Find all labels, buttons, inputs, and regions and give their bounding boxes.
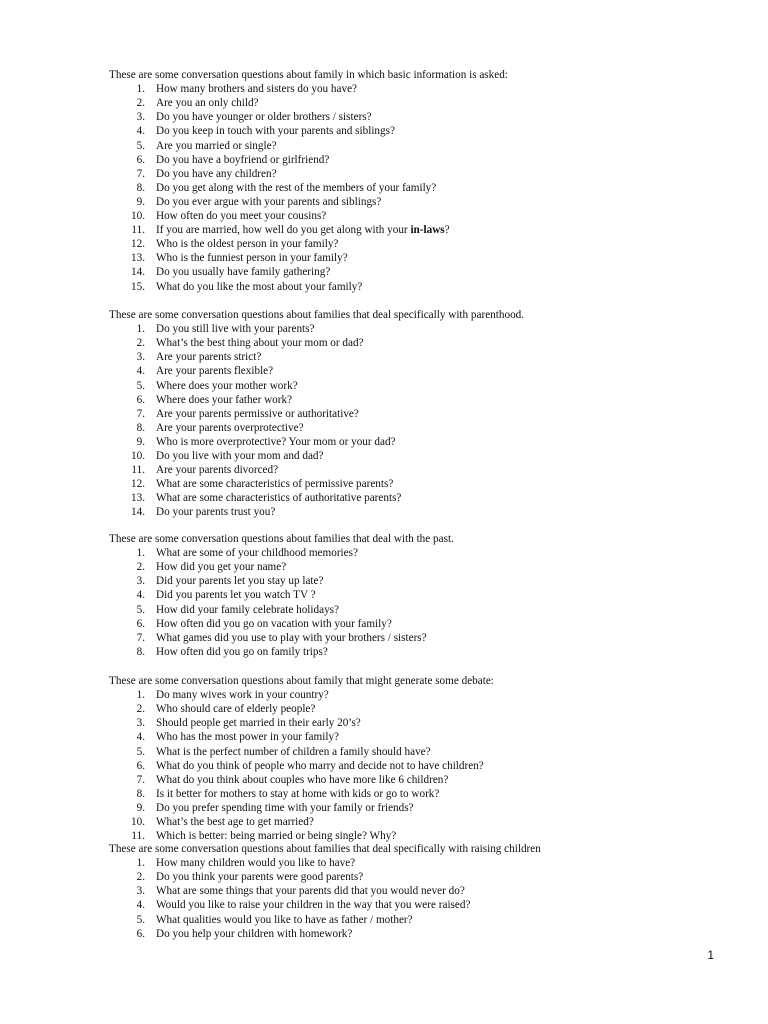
question-text-part: If you are married, how well do you get along with your — [156, 224, 411, 237]
question-item — [0, 393, 700, 407]
question-text: What games did you use to play with your brothers / sisters? — [156, 631, 427, 644]
question-number: 13. — [131, 492, 145, 505]
question-number: 2. — [136, 871, 145, 884]
question-text: Are your parents permissive or authoritative? — [156, 407, 359, 420]
question-item — [0, 617, 700, 631]
question-text-emphasis: in-laws — [410, 224, 445, 237]
question-text: What are some things that your parents did that you would never do? — [156, 885, 465, 898]
question-number: 3. — [136, 717, 145, 730]
question-item — [0, 463, 700, 477]
question-item — [0, 364, 700, 378]
question-number: 11. — [131, 224, 145, 237]
question-text: Do you live with your mom and dad? — [156, 450, 324, 462]
question-text: How did your family celebrate holidays? — [156, 603, 339, 616]
question-text: How often did you go on family trips? — [156, 645, 328, 658]
question-number: 3. — [136, 885, 145, 898]
question-item — [0, 801, 700, 815]
question-number: 8. — [136, 787, 145, 800]
question-item — [0, 913, 700, 927]
section-intro: These are some conversation questions about family that might generate some debate: — [109, 675, 494, 687]
question-number: 13. — [131, 252, 145, 265]
question-number: 5. — [136, 913, 145, 926]
question-number: 6. — [136, 153, 145, 166]
question-item — [0, 688, 700, 702]
question-item — [0, 322, 700, 336]
question-text: Would you like to raise your children in the way that you were raised? — [156, 899, 471, 912]
question-text: Do you keep in touch with your parents and siblings? — [156, 125, 395, 138]
question-number: 12. — [131, 238, 145, 251]
question-number: 12. — [131, 478, 145, 491]
question-item — [0, 421, 700, 435]
question-item — [0, 927, 700, 941]
question-text: Who is the funniest person in your family? — [156, 252, 348, 265]
question-text: Who should care of elderly people? — [156, 703, 316, 716]
question-text: Where does your father work? — [156, 393, 293, 406]
question-text: How many brothers and sisters do you have? — [156, 83, 358, 96]
question-number: 4. — [136, 899, 145, 912]
question-item — [0, 546, 700, 560]
question-text: Do you ever argue with your parents and siblings? — [156, 195, 382, 208]
question-item — [0, 153, 700, 167]
question-text: Do you prefer spending time with your family or friends? — [156, 801, 414, 814]
question-item — [0, 773, 700, 787]
question-text: What’s the best thing about your mom or dad? — [156, 337, 364, 350]
question-text: How often do you meet your cousins? — [156, 210, 327, 222]
question-text: Did your parents let you stay up late? — [156, 575, 324, 588]
question-item — [0, 223, 700, 237]
question-number: 4. — [136, 731, 145, 744]
question-number: 1. — [136, 83, 145, 96]
question-number: 11. — [131, 830, 145, 843]
question-item — [0, 477, 700, 491]
question-number: 6. — [136, 927, 145, 940]
question-item — [0, 884, 700, 898]
section-intro: These are some conversation questions about families that deal with the past. — [109, 533, 454, 545]
question-item — [0, 702, 700, 716]
question-number: 10. — [131, 816, 145, 828]
question-number: 2. — [136, 337, 145, 350]
question-text: Are your parents strict? — [156, 351, 262, 364]
question-item — [0, 336, 700, 350]
question-item — [0, 350, 700, 364]
question-item — [0, 759, 700, 773]
question-number: 1. — [136, 323, 145, 336]
section-intro: These are some conversation questions about families that deal specifically with raising children — [109, 843, 541, 855]
question-item — [0, 574, 700, 588]
question-item — [0, 407, 700, 421]
question-number: 2. — [136, 561, 145, 574]
question-number: 6. — [136, 617, 145, 630]
question-number: 2. — [136, 97, 145, 110]
question-number: 9. — [136, 435, 145, 448]
question-text: Do you usually have family gathering? — [156, 266, 331, 279]
question-text: Do your parents trust you? — [156, 506, 276, 519]
question-number: 5. — [136, 379, 145, 392]
question-item — [0, 110, 700, 124]
question-item — [0, 209, 700, 223]
question-number: 7. — [136, 773, 145, 786]
question-item — [0, 139, 700, 153]
question-number: 4. — [136, 589, 145, 602]
question-number: 7. — [136, 167, 145, 180]
question-text: Who is the oldest person in your family? — [156, 238, 339, 251]
question-item — [0, 181, 700, 195]
question-text — [156, 223, 450, 237]
question-item — [0, 167, 700, 181]
question-number: 4. — [136, 125, 145, 138]
question-text: Are you an only child? — [156, 97, 259, 110]
question-text: What are some characteristics of authoritative parents? — [156, 492, 402, 505]
question-item — [0, 124, 700, 138]
question-text: What are some of your childhood memories? — [156, 547, 358, 560]
question-number: 15. — [131, 280, 145, 293]
question-text: What are some characteristics of permissive parents? — [156, 478, 394, 491]
question-text: Do you think your parents were good parents? — [156, 871, 364, 884]
question-number: 5. — [136, 139, 145, 152]
question-text: What qualities would you like to have as father / mother? — [156, 913, 413, 926]
question-number: 6. — [136, 393, 145, 406]
question-text: Which is better: being married or being single? Why? — [156, 830, 397, 843]
question-item — [0, 815, 700, 829]
question-item — [0, 716, 700, 730]
question-number: 8. — [136, 421, 145, 434]
question-number: 1. — [136, 857, 145, 870]
question-number: 7. — [136, 407, 145, 420]
question-text: What do you like the most about your family? — [156, 280, 363, 293]
question-number: 8. — [136, 181, 145, 194]
question-text: Do you get along with the rest of the members of your family? — [156, 181, 437, 194]
question-text: What’s the best age to get married? — [156, 816, 314, 828]
question-number: 7. — [136, 631, 145, 644]
question-item — [0, 195, 700, 209]
question-item — [0, 588, 700, 602]
question-text-part: ? — [444, 224, 450, 237]
question-item — [0, 491, 700, 505]
question-item — [0, 435, 700, 449]
question-text: Who has the most power in your family? — [156, 731, 339, 744]
question-text: How did you get your name? — [156, 561, 287, 574]
question-text: Are your parents overprotective? — [156, 421, 304, 434]
question-text: How many children would you like to have? — [156, 857, 356, 870]
question-number: 3. — [136, 575, 145, 588]
question-number: 5. — [136, 745, 145, 758]
question-item — [0, 280, 700, 294]
question-item — [0, 745, 700, 759]
question-item — [0, 237, 700, 251]
question-item — [0, 82, 700, 96]
question-item — [0, 631, 700, 645]
question-number: 9. — [136, 801, 145, 814]
question-number: 6. — [136, 759, 145, 772]
question-text: Where does your mother work? — [156, 379, 298, 392]
question-number: 14. — [131, 506, 145, 519]
question-number: 1. — [136, 547, 145, 560]
question-text: What do you think of people who marry and decide not to have children? — [156, 759, 484, 772]
question-item — [0, 645, 700, 659]
question-number: 8. — [136, 645, 145, 658]
question-text: Is it better for mothers to stay at home with kids or go to work? — [156, 787, 440, 800]
question-item — [0, 265, 700, 279]
question-number: 11. — [131, 464, 145, 477]
question-item — [0, 856, 700, 870]
question-item — [0, 449, 700, 463]
question-text: How often did you go on vacation with your family? — [156, 617, 392, 630]
question-item — [0, 898, 700, 912]
question-item — [0, 251, 700, 265]
question-number: 3. — [136, 111, 145, 124]
section-intro: These are some conversation questions about families that deal specifically with parenthood. — [109, 309, 525, 321]
question-number: 9. — [136, 195, 145, 208]
question-item — [0, 730, 700, 744]
question-number: 10. — [131, 450, 145, 462]
question-text: What do you think about couples who have more like 6 children? — [156, 773, 449, 786]
question-item — [0, 870, 700, 884]
question-number: 4. — [136, 365, 145, 378]
question-number: 3. — [136, 351, 145, 364]
question-item — [0, 505, 700, 519]
question-number: 10. — [131, 210, 145, 222]
question-text: Do many wives work in your country? — [156, 689, 329, 702]
question-number: 1. — [136, 689, 145, 702]
question-text: Do you have younger or older brothers / sisters? — [156, 111, 372, 124]
question-text: Are your parents flexible? — [156, 365, 274, 378]
question-item — [0, 560, 700, 574]
page-number: 1 — [707, 948, 714, 962]
question-text: Did you parents let you watch TV ? — [156, 589, 316, 602]
question-text: Do you still live with your parents? — [156, 323, 315, 336]
question-text: Are your parents divorced? — [156, 464, 279, 477]
question-item — [0, 829, 700, 843]
question-number: 14. — [131, 266, 145, 279]
question-number: 2. — [136, 703, 145, 716]
question-number: 5. — [136, 603, 145, 616]
question-text: Do you help your children with homework? — [156, 927, 353, 940]
question-text: Are you married or single? — [156, 139, 277, 152]
question-item — [0, 603, 700, 617]
question-text: Do you have any children? — [156, 167, 277, 180]
question-text: Who is more overprotective? Your mom or your dad? — [156, 435, 396, 448]
section-intro: These are some conversation questions about family in which basic information is asked: — [109, 69, 508, 81]
question-item — [0, 787, 700, 801]
question-item — [0, 379, 700, 393]
question-item — [0, 96, 700, 110]
question-text: Should people get married in their early 20’s? — [156, 717, 361, 730]
question-text: What is the perfect number of children a family should have? — [156, 745, 431, 758]
question-text: Do you have a boyfriend or girlfriend? — [156, 153, 330, 166]
